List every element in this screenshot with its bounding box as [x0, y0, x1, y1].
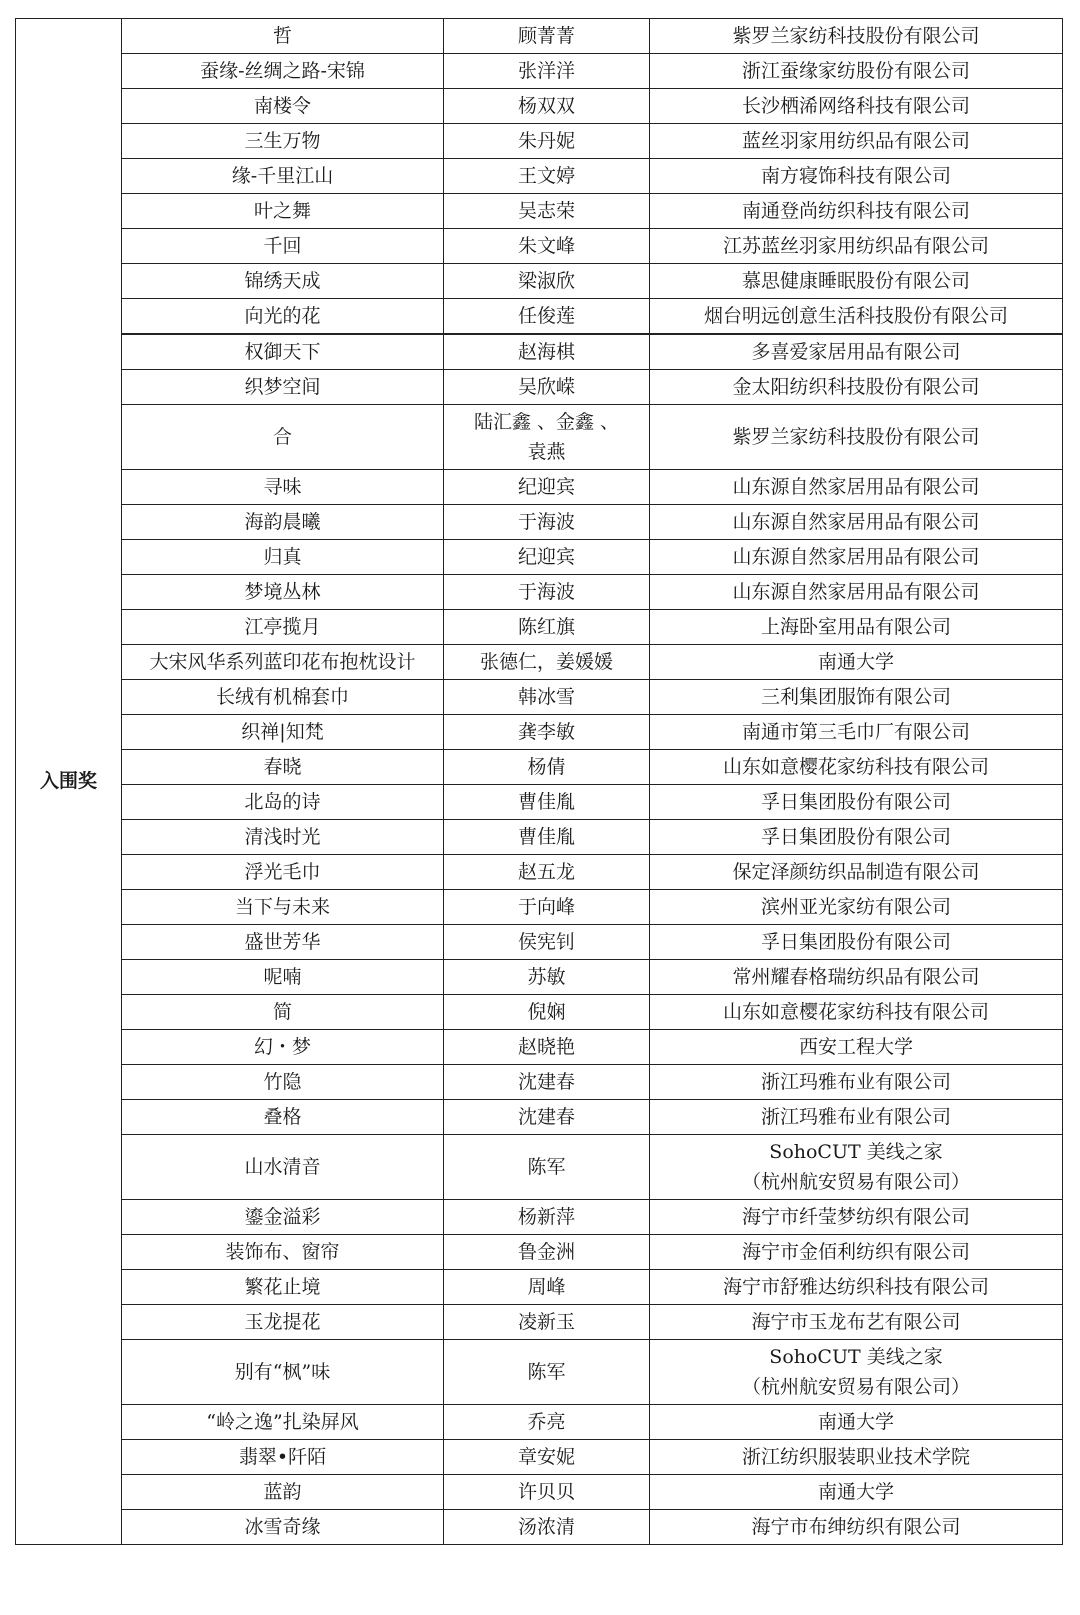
company-cell: 南通登尚纺织科技有限公司	[650, 194, 1063, 229]
company-cell: 海宁市玉龙布艺有限公司	[650, 1305, 1063, 1340]
designer-cell: 凌新玉	[444, 1305, 650, 1340]
designer-cell: 于海波	[444, 505, 650, 540]
company-cell: 紫罗兰家纺科技股份有限公司	[650, 405, 1063, 470]
designer-cell: 吴欣嵘	[444, 370, 650, 405]
work-title-cell: 冰雪奇缘	[122, 1510, 444, 1545]
company-cell: 山东源自然家居用品有限公司	[650, 505, 1063, 540]
designer-cell: 朱文峰	[444, 229, 650, 264]
work-title-cell: 蓝韵	[122, 1475, 444, 1510]
work-title-cell: 呢喃	[122, 960, 444, 995]
company-cell: 孚日集团股份有限公司	[650, 785, 1063, 820]
table-row	[16, 925, 1063, 960]
table-row	[16, 470, 1063, 505]
designer-cell: 倪娴	[444, 995, 650, 1030]
work-title-cell: 三生万物	[122, 124, 444, 159]
company-cell: 山东源自然家居用品有限公司	[650, 540, 1063, 575]
company-cell: 多喜爱家居用品有限公司	[650, 334, 1063, 370]
table-row	[16, 540, 1063, 575]
designer-cell: 杨倩	[444, 750, 650, 785]
company-cell: 海宁市纤莹梦纺织有限公司	[650, 1200, 1063, 1235]
cell-line: SohoCUT 美线之家	[769, 1346, 943, 1368]
company-cell: 蓝丝羽家用纺织品有限公司	[650, 124, 1063, 159]
company-cell: 海宁市舒雅达纺织科技有限公司	[650, 1270, 1063, 1305]
cell-line: SohoCUT 美线之家	[769, 1141, 943, 1163]
designer-cell: 周峰	[444, 1270, 650, 1305]
table-row	[16, 1475, 1063, 1510]
work-title-cell: 锦绣天成	[122, 264, 444, 299]
designer-cell: 赵海棋	[444, 334, 650, 370]
company-cell: 孚日集团股份有限公司	[650, 925, 1063, 960]
company-cell: 保定泽颜纺织品制造有限公司	[650, 855, 1063, 890]
table-row	[16, 124, 1063, 159]
designer-cell: 张德仁，姜媛媛	[444, 645, 650, 680]
award-category-cell: 入围奖	[16, 19, 122, 1545]
work-title-cell: 长绒有机棉套巾	[122, 680, 444, 715]
table-row	[16, 264, 1063, 299]
table-row	[16, 1200, 1063, 1235]
designer-cell: 陈军	[444, 1340, 650, 1405]
designer-cell: 纪迎宾	[444, 470, 650, 505]
designer-cell: 杨新萍	[444, 1200, 650, 1235]
table-row	[16, 1100, 1063, 1135]
table-row	[16, 1030, 1063, 1065]
table-row	[16, 1135, 1063, 1200]
designer-cell: 沈建春	[444, 1065, 650, 1100]
table-row	[16, 575, 1063, 610]
designer-cell: 纪迎宾	[444, 540, 650, 575]
award-sheet	[15, 18, 1063, 1545]
work-title-cell: 鎏金溢彩	[122, 1200, 444, 1235]
table-row	[16, 89, 1063, 124]
designer-cell: 陈军	[444, 1135, 650, 1200]
company-cell: 浙江玛雅布业有限公司	[650, 1100, 1063, 1135]
designer-cell: 陈红旗	[444, 610, 650, 645]
table-row	[16, 995, 1063, 1030]
designer-cell: 汤浓清	[444, 1510, 650, 1545]
table-row	[16, 229, 1063, 264]
company-cell: 烟台明远创意生活科技股份有限公司	[650, 299, 1063, 335]
cell-line: 陆汇鑫 、金鑫 、	[473, 411, 620, 433]
company-cell: 孚日集团股份有限公司	[650, 820, 1063, 855]
table-row	[16, 750, 1063, 785]
designer-cell	[444, 405, 650, 470]
table-row	[16, 820, 1063, 855]
company-cell: 浙江纺织服装职业技术学院	[650, 1440, 1063, 1475]
award-table-body	[16, 19, 1063, 1545]
designer-cell: 赵晓艳	[444, 1030, 650, 1065]
table-row	[16, 1065, 1063, 1100]
work-title-cell: 清浅时光	[122, 820, 444, 855]
table-row	[16, 1305, 1063, 1340]
table-row	[16, 334, 1063, 370]
table-row	[16, 299, 1063, 335]
work-title-cell: 蚕缘-丝绸之路-宋锦	[122, 54, 444, 89]
table-row	[16, 54, 1063, 89]
designer-cell: 章安妮	[444, 1440, 650, 1475]
company-cell: 南通大学	[650, 1475, 1063, 1510]
table-row	[16, 405, 1063, 470]
company-cell: 南通大学	[650, 645, 1063, 680]
work-title-cell: 当下与未来	[122, 890, 444, 925]
work-title-cell: “岭之逸”扎染屏风	[122, 1405, 444, 1440]
company-cell: 上海卧室用品有限公司	[650, 610, 1063, 645]
table-row	[16, 855, 1063, 890]
designer-cell: 张洋洋	[444, 54, 650, 89]
work-title-cell: 别有“枫”味	[122, 1340, 444, 1405]
work-title-cell: 装饰布、窗帘	[122, 1235, 444, 1270]
company-cell: 山东源自然家居用品有限公司	[650, 470, 1063, 505]
table-row	[16, 370, 1063, 405]
table-row	[16, 960, 1063, 995]
table-row	[16, 1235, 1063, 1270]
designer-cell: 赵五龙	[444, 855, 650, 890]
work-title-cell: 织禅|知梵	[122, 715, 444, 750]
work-title-cell: 盛世芳华	[122, 925, 444, 960]
designer-cell: 沈建春	[444, 1100, 650, 1135]
company-cell: 海宁市布绅纺织有限公司	[650, 1510, 1063, 1545]
company-cell	[650, 1135, 1063, 1200]
table-row	[16, 194, 1063, 229]
designer-cell: 梁淑欣	[444, 264, 650, 299]
designer-cell: 曹佳胤	[444, 785, 650, 820]
designer-cell: 苏敏	[444, 960, 650, 995]
company-cell: 西安工程大学	[650, 1030, 1063, 1065]
work-title-cell: 北岛的诗	[122, 785, 444, 820]
work-title-cell: 向光的花	[122, 299, 444, 335]
work-title-cell: 简	[122, 995, 444, 1030]
company-cell: 慕思健康睡眠股份有限公司	[650, 264, 1063, 299]
designer-cell: 王文婷	[444, 159, 650, 194]
work-title-cell: 寻味	[122, 470, 444, 505]
table-row	[16, 1340, 1063, 1405]
table-row	[16, 19, 1063, 54]
company-cell: 山东源自然家居用品有限公司	[650, 575, 1063, 610]
company-cell: 山东如意樱花家纺科技有限公司	[650, 750, 1063, 785]
table-row	[16, 785, 1063, 820]
work-title-cell: 梦境丛林	[122, 575, 444, 610]
work-title-cell: 南楼令	[122, 89, 444, 124]
cell-line: （杭州航安贸易有限公司）	[741, 1376, 970, 1398]
company-cell: 江苏蓝丝羽家用纺织品有限公司	[650, 229, 1063, 264]
work-title-cell: 缘-千里江山	[122, 159, 444, 194]
company-cell: 紫罗兰家纺科技股份有限公司	[650, 19, 1063, 54]
company-cell: 海宁市金佰利纺织有限公司	[650, 1235, 1063, 1270]
work-title-cell: 竹隐	[122, 1065, 444, 1100]
designer-cell: 鲁金洲	[444, 1235, 650, 1270]
work-title-cell: 合	[122, 405, 444, 470]
company-cell: 金太阳纺织科技股份有限公司	[650, 370, 1063, 405]
table-row	[16, 159, 1063, 194]
work-title-cell: 山水清音	[122, 1135, 444, 1200]
table-row	[16, 715, 1063, 750]
company-cell: 三利集团服饰有限公司	[650, 680, 1063, 715]
designer-cell: 乔亮	[444, 1405, 650, 1440]
table-row	[16, 890, 1063, 925]
designer-cell: 于向峰	[444, 890, 650, 925]
work-title-cell: 春晓	[122, 750, 444, 785]
company-cell	[650, 1340, 1063, 1405]
work-title-cell: 叠格	[122, 1100, 444, 1135]
work-title-cell: 千回	[122, 229, 444, 264]
work-title-cell: 玉龙提花	[122, 1305, 444, 1340]
designer-cell: 任俊莲	[444, 299, 650, 335]
table-row	[16, 610, 1063, 645]
table-row	[16, 1510, 1063, 1545]
table-row	[16, 505, 1063, 540]
company-cell: 常州耀春格瑞纺织品有限公司	[650, 960, 1063, 995]
cell-line: 袁燕	[527, 441, 566, 463]
company-cell: 浙江蚕缘家纺股份有限公司	[650, 54, 1063, 89]
work-title-cell: 江亭揽月	[122, 610, 444, 645]
table-row	[16, 645, 1063, 680]
work-title-cell: 海韵晨曦	[122, 505, 444, 540]
designer-cell: 龚李敏	[444, 715, 650, 750]
work-title-cell: 繁花止境	[122, 1270, 444, 1305]
work-title-cell: 大宋风华系列蓝印花布抱枕设计	[122, 645, 444, 680]
designer-cell: 杨双双	[444, 89, 650, 124]
work-title-cell: 浮光毛巾	[122, 855, 444, 890]
work-title-cell: 幻・梦	[122, 1030, 444, 1065]
company-cell: 南通大学	[650, 1405, 1063, 1440]
company-cell: 南方寝饰科技有限公司	[650, 159, 1063, 194]
designer-cell: 顾菁菁	[444, 19, 650, 54]
designer-cell: 于海波	[444, 575, 650, 610]
cell-line: （杭州航安贸易有限公司）	[741, 1171, 970, 1193]
work-title-cell: 翡翠•阡陌	[122, 1440, 444, 1475]
company-cell: 长沙栖浠网络科技有限公司	[650, 89, 1063, 124]
table-row	[16, 1270, 1063, 1305]
company-cell: 滨州亚光家纺有限公司	[650, 890, 1063, 925]
work-title-cell: 哲	[122, 19, 444, 54]
designer-cell: 许贝贝	[444, 1475, 650, 1510]
designer-cell: 朱丹妮	[444, 124, 650, 159]
award-table	[15, 18, 1063, 1545]
work-title-cell: 权御天下	[122, 334, 444, 370]
designer-cell: 曹佳胤	[444, 820, 650, 855]
company-cell: 南通市第三毛巾厂有限公司	[650, 715, 1063, 750]
table-row	[16, 680, 1063, 715]
designer-cell: 韩冰雪	[444, 680, 650, 715]
work-title-cell: 叶之舞	[122, 194, 444, 229]
table-row	[16, 1405, 1063, 1440]
work-title-cell: 归真	[122, 540, 444, 575]
work-title-cell: 织梦空间	[122, 370, 444, 405]
company-cell: 浙江玛雅布业有限公司	[650, 1065, 1063, 1100]
table-row	[16, 1440, 1063, 1475]
company-cell: 山东如意樱花家纺科技有限公司	[650, 995, 1063, 1030]
designer-cell: 侯宪钊	[444, 925, 650, 960]
designer-cell: 吴志荣	[444, 194, 650, 229]
